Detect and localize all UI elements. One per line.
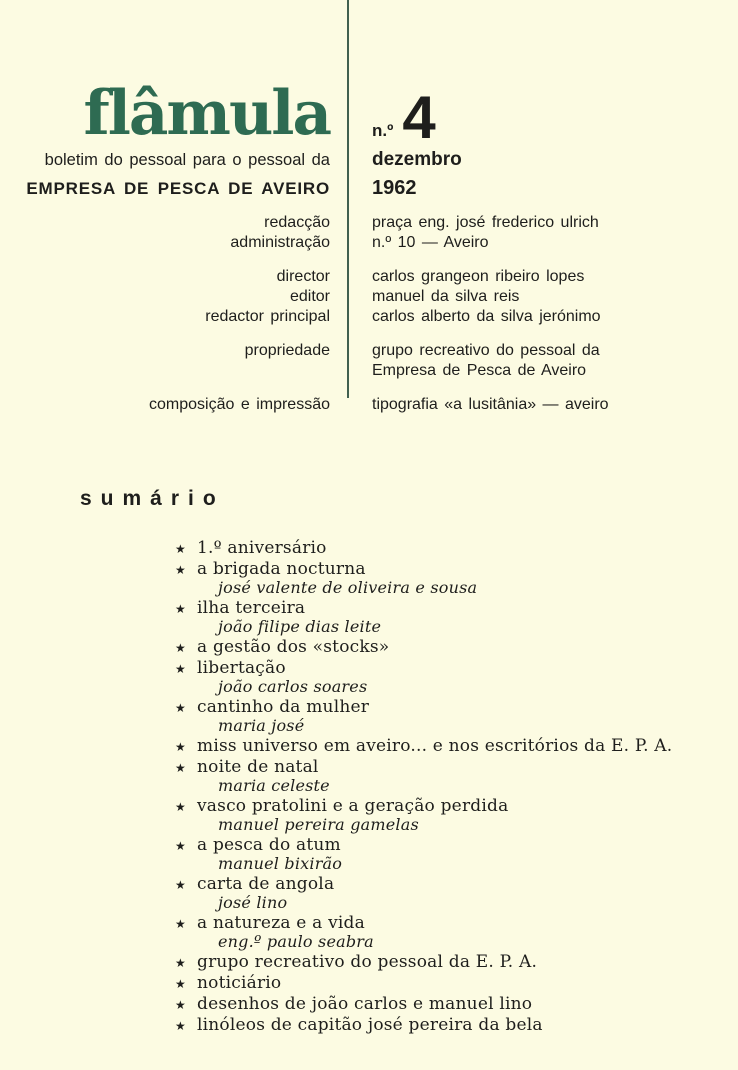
toc-item-author: maria celeste	[218, 776, 330, 795]
summary-heading: sumário	[80, 487, 225, 510]
issue-number-label: n.º	[372, 121, 394, 140]
credit-value: n.º 10 — Aveiro	[372, 234, 489, 251]
credit-value: manuel da silva reis	[372, 288, 520, 305]
credit-label: director	[276, 268, 330, 285]
toc-item-title: ilha terceira	[197, 598, 306, 618]
credit-value: tipografia «a lusitânia» — aveiro	[372, 396, 609, 413]
toc-item-author: manuel pereira gamelas	[218, 815, 419, 834]
subtitle-row-1	[0, 149, 738, 171]
table-of-contents	[175, 539, 738, 1035]
credit-label: composição e impressão	[149, 396, 330, 413]
star-icon: ★	[175, 602, 186, 616]
credit-label: redactor principal	[205, 308, 330, 325]
star-icon: ★	[175, 740, 186, 754]
toc-item	[175, 875, 738, 911]
toc-item-author: manuel bixirão	[218, 854, 343, 873]
issue-block	[372, 83, 435, 151]
toc-item	[175, 737, 738, 756]
toc-item	[175, 560, 738, 596]
company-name: EMPRESA DE PESCA DE AVEIRO	[26, 179, 330, 198]
toc-item-author: josé valente de oliveira e sousa	[218, 578, 478, 597]
star-icon: ★	[175, 641, 186, 655]
credit-group-propriedade	[0, 341, 738, 381]
toc-item-title: desenhos de joão carlos e manuel lino	[197, 994, 533, 1014]
credit-label: administração	[230, 234, 330, 251]
issue-month: dezembro	[372, 149, 462, 170]
credit-group-redaccao	[0, 213, 738, 253]
toc-item	[175, 995, 738, 1014]
credit-value: carlos grangeon ribeiro lopes	[372, 268, 585, 285]
credit-group-director	[0, 267, 738, 327]
star-icon: ★	[175, 800, 186, 814]
toc-item-author: maria josé	[218, 716, 305, 735]
summary-section	[0, 487, 738, 1035]
toc-item	[175, 797, 738, 833]
toc-item-title: a natureza e a vida	[197, 913, 365, 933]
toc-item	[175, 914, 738, 950]
subtitle-row-2	[0, 178, 738, 199]
issue-year: 1962	[372, 177, 417, 199]
star-icon: ★	[175, 977, 186, 991]
toc-item	[175, 1016, 738, 1035]
credit-label: editor	[289, 288, 330, 305]
star-icon: ★	[175, 563, 186, 577]
star-icon: ★	[175, 839, 186, 853]
toc-item	[175, 974, 738, 993]
toc-item-author: eng.º paulo seabra	[218, 932, 374, 951]
toc-item-author: joão carlos soares	[218, 677, 368, 696]
star-icon: ★	[175, 917, 186, 931]
toc-item-title: vasco pratolini e a geração perdida	[197, 796, 509, 816]
toc-item-title: a gestão dos «stocks»	[197, 637, 390, 657]
toc-item-author: josé lino	[218, 893, 288, 912]
toc-item	[175, 659, 738, 695]
toc-item-title: a pesca do atum	[197, 835, 341, 855]
toc-item	[175, 638, 738, 657]
toc-item	[175, 539, 738, 558]
star-icon: ★	[175, 998, 186, 1012]
toc-item-title: libertação	[197, 658, 286, 678]
star-icon: ★	[175, 701, 186, 715]
title-row	[0, 62, 738, 151]
toc-item-title: miss universo em aveiro... e nos escritórios da E. P. A.	[197, 736, 673, 756]
star-icon: ★	[175, 542, 186, 556]
toc-item-title: grupo recreativo do pessoal da E. P. A.	[197, 952, 538, 972]
toc-item	[175, 698, 738, 734]
toc-item	[175, 758, 738, 794]
toc-item-title: a brigada nocturna	[197, 559, 366, 579]
toc-item	[175, 599, 738, 635]
toc-item	[175, 953, 738, 972]
star-icon: ★	[175, 878, 186, 892]
credit-group-impressao	[0, 395, 738, 415]
subtitle-line-1: boletim do pessoal para o pessoal da	[44, 151, 330, 169]
credit-label: redacção	[264, 214, 330, 231]
star-icon: ★	[175, 1019, 186, 1033]
toc-item-title: noite de natal	[197, 757, 319, 777]
toc-item-title: cantinho da mulher	[197, 697, 370, 717]
publication-title: flâmula	[83, 77, 330, 149]
toc-item-title: noticiário	[197, 973, 282, 993]
credit-value: Empresa de Pesca de Aveiro	[372, 362, 587, 379]
toc-item-author: joão filipe dias leite	[218, 617, 382, 636]
masthead	[0, 0, 738, 415]
credit-value: grupo recreativo do pessoal da	[372, 342, 600, 359]
toc-item-title: linóleos de capitão josé pereira da bela	[197, 1015, 543, 1035]
star-icon: ★	[175, 662, 186, 676]
star-icon: ★	[175, 761, 186, 775]
issue-number: 4	[402, 83, 435, 151]
toc-item-title: 1.º aniversário	[197, 538, 327, 558]
credit-label: propriedade	[244, 342, 330, 359]
toc-item-title: carta de angola	[197, 874, 335, 894]
toc-item	[175, 836, 738, 872]
credit-value: praça eng. josé frederico ulrich	[372, 214, 599, 231]
star-icon: ★	[175, 956, 186, 970]
credit-value: carlos alberto da silva jerónimo	[372, 308, 601, 325]
